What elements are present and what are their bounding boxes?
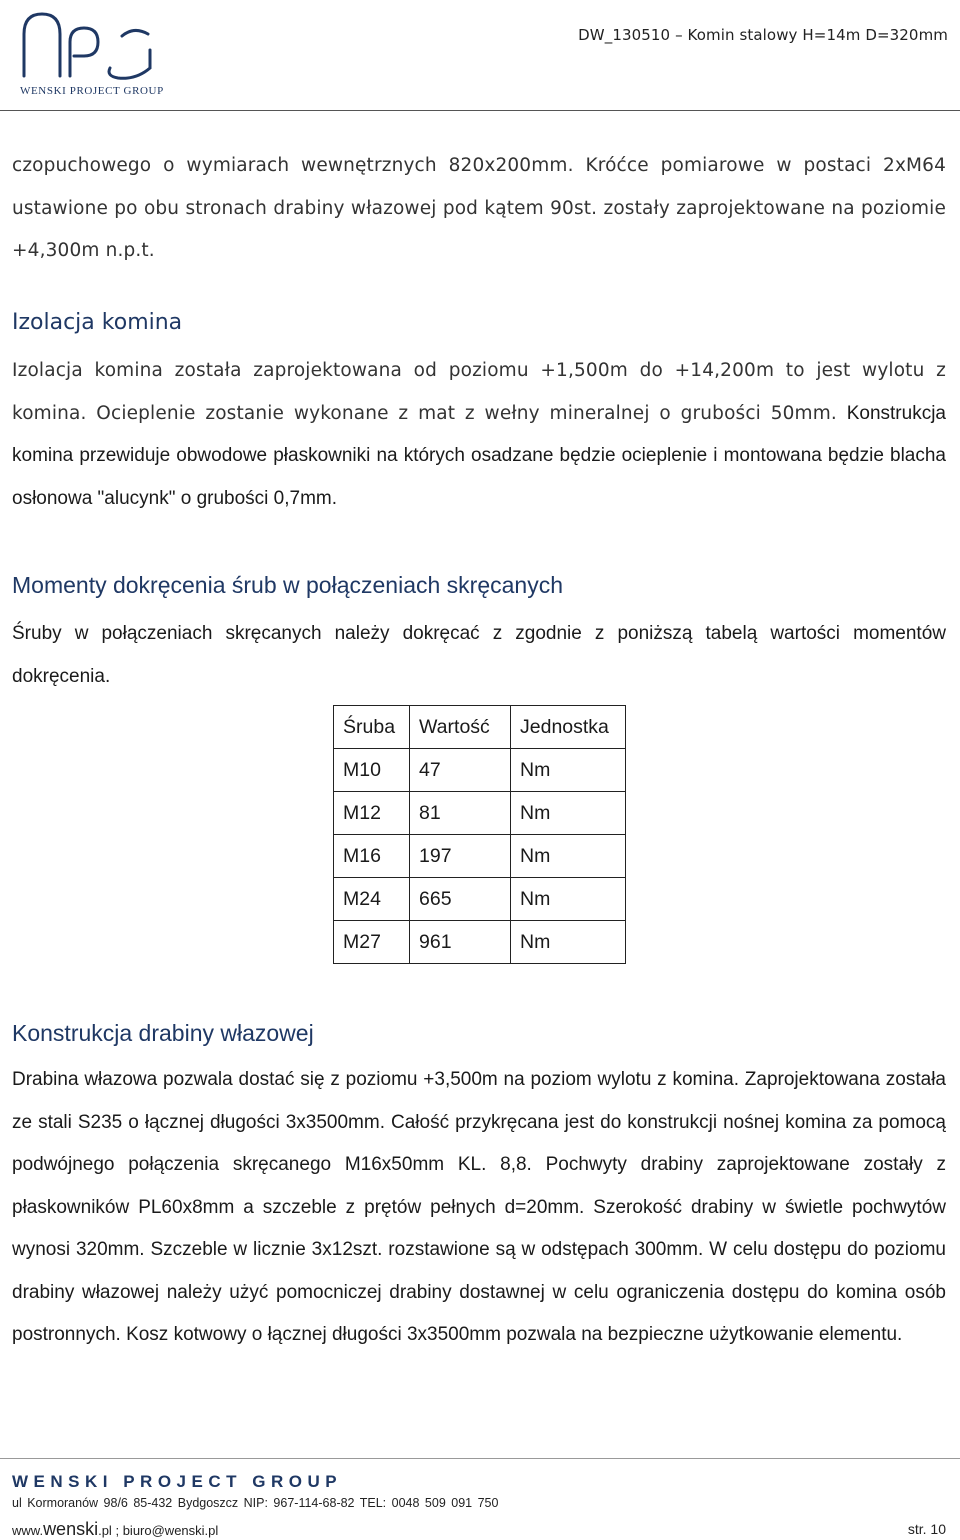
table-cell-unit: Nm bbox=[511, 749, 626, 792]
table-cell-value: 961 bbox=[410, 921, 511, 964]
contact-separator: ; bbox=[115, 1523, 120, 1538]
section-heading-insulation: Izolacja komina bbox=[12, 310, 183, 335]
table-header-cell: Jednostka bbox=[511, 706, 626, 749]
email-link[interactable]: biuro@wenski.pl bbox=[122, 1523, 219, 1538]
table-cell-bolt: M16 bbox=[334, 835, 410, 878]
table-cell-unit: Nm bbox=[511, 792, 626, 835]
document-title: DW_130510 – Komin stalowy H=14m D=320mm bbox=[578, 26, 948, 44]
section-heading-ladder: Konstrukcja drabiny włazowej bbox=[12, 1020, 314, 1046]
table-cell-bolt: M27 bbox=[334, 921, 410, 964]
page-header bbox=[0, 0, 960, 112]
insulation-paragraph-part-a: Izolacja komina została zaprojektowana od poziomu +1,500m do +14,200m to jest wylotu z komina. Ocieplenie zostanie wykonane z mat z wełny mineralnej o grubości 50mm. bbox=[12, 360, 946, 424]
table-header-row bbox=[334, 706, 626, 749]
table-row bbox=[334, 878, 626, 921]
table-cell-unit: Nm bbox=[511, 921, 626, 964]
table-cell-unit: Nm bbox=[511, 835, 626, 878]
website-link[interactable] bbox=[12, 1519, 112, 1539]
website-suffix: .pl bbox=[98, 1523, 112, 1538]
table-cell-unit: Nm bbox=[511, 878, 626, 921]
table-cell-bolt: M12 bbox=[334, 792, 410, 835]
table-cell-bolt: M10 bbox=[334, 749, 410, 792]
table-row bbox=[334, 921, 626, 964]
table-row bbox=[334, 749, 626, 792]
insulation-paragraph-part-b: Konstrukcja komina przewiduje obwodowe płaskowniki na których osadzane będzie ocieplenie i montowana będzie blacha osłonowa "alucynk" o grubości 0,7mm. bbox=[12, 402, 946, 509]
table-cell-value: 47 bbox=[410, 749, 511, 792]
footer-contact bbox=[12, 1519, 218, 1540]
footer-address: ul Kormoranów 98/6 85-432 Bydgoszcz NIP: 967-114-68-82 TEL: 0048 509 091 750 bbox=[12, 1496, 499, 1510]
table-cell-value: 197 bbox=[410, 835, 511, 878]
website-main: wenski bbox=[43, 1519, 99, 1539]
wpg-logo-icon bbox=[18, 6, 164, 98]
insulation-paragraph bbox=[12, 350, 946, 520]
intro-paragraph: czopuchowego o wymiarach wewnętrznych 820x200mm. Króćce pomiarowe w postaci 2xM64 ustawione po obu stronach drabiny włazowej pod kątem 90st. zostały zaprojektowane na poziomie +4,300m n.p.t. bbox=[12, 155, 946, 261]
table-row bbox=[334, 835, 626, 878]
website-prefix: www. bbox=[12, 1523, 44, 1538]
table-row bbox=[334, 792, 626, 835]
footer-divider bbox=[0, 1458, 960, 1459]
section-heading-torques: Momenty dokręcenia śrub w połączeniach skręcanych bbox=[12, 572, 563, 598]
ladder-paragraph: Drabina włazowa pozwala dostać się z poziomu +3,500m na poziom wylotu z komina. Zaprojektowana została ze stali S235 o łącznej długości 3x3500mm. Całość przykręcana jest do konstrukcji nośnej komina za pomocą podwójnego połączenia skręcanego M16x50mm KL. 8,8. Pochwyty drabiny zaprojektowane zostały z płaskowników PL60x8mm a szczeble z prętów pełnych d=20mm. Szerokość drabiny w świetle pochwytów wynosi 320mm. Szczeble w licznie 3x12szt. rozstawione są w odstępach 300mm. W celu dostępu do poziomu drabiny włazowej należy użyć pomocniczej drabiny dostawnej w celu ograniczenia dostępu do komina osób postronnych. Kosz kotwowy o łącznej długości 3x3500mm pozwala na bezpieczne użytkowanie elementu. bbox=[12, 1069, 946, 1345]
svg-text:WENSKI PROJECT GROUP: WENSKI PROJECT GROUP bbox=[20, 85, 164, 97]
footer-company-name: WENSKI PROJECT GROUP bbox=[12, 1472, 343, 1491]
table-header-cell: Wartość bbox=[410, 706, 511, 749]
company-logo bbox=[18, 6, 164, 98]
page-number: str. 10 bbox=[907, 1521, 946, 1537]
table-cell-bolt: M24 bbox=[334, 878, 410, 921]
table-header-cell: Śruba bbox=[334, 706, 410, 749]
torques-paragraph: Śruby w połączeniach skręcanych należy dokręcać z zgodnie z poniższą tabelą wartości momentów dokręcenia. bbox=[12, 623, 946, 687]
header-divider bbox=[0, 110, 960, 111]
torque-table bbox=[333, 705, 626, 964]
table-cell-value: 665 bbox=[410, 878, 511, 921]
table-cell-value: 81 bbox=[410, 792, 511, 835]
